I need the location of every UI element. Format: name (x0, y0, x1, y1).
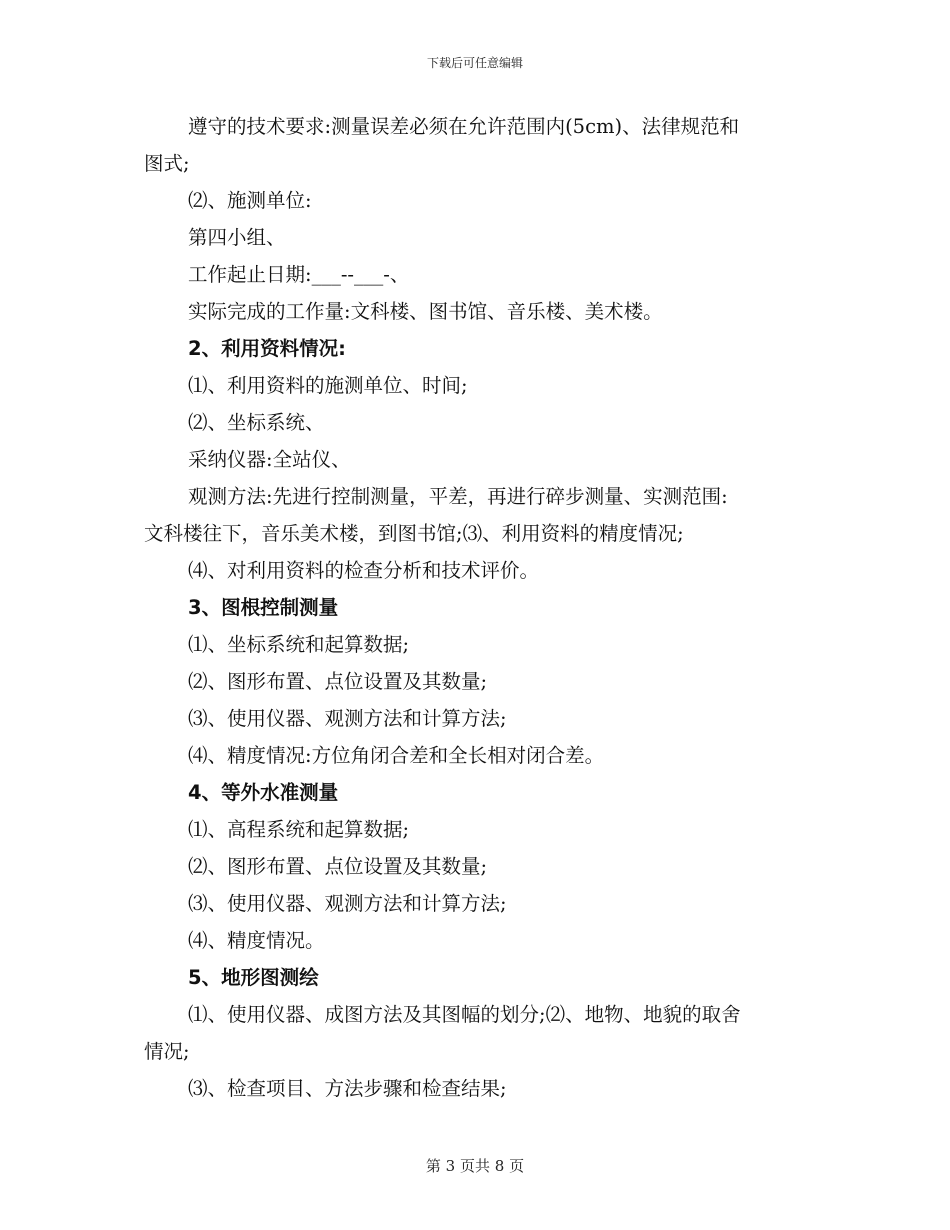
section-heading: 3、图根控制测量 (188, 596, 339, 619)
paragraph-line: ⑵、施测单位: (188, 189, 312, 212)
paragraph-line: 实际完成的工作量:文科楼、图书馆、音乐楼、美术楼。 (188, 300, 663, 323)
paragraph-line: ⑴、利用资料的施测单位、时间; (188, 374, 468, 397)
paragraph-line: ⑷、对利用资料的检查分析和技术评价。 (188, 559, 540, 582)
document-body (144, 108, 812, 1107)
paragraph-line: 第四小组、 (188, 226, 286, 249)
paragraph-line: 文科楼往下，音乐美术楼，到图书馆;⑶、利用资料的精度情况; (144, 522, 684, 545)
paragraph-line: ⑴、使用仪器、成图方法及其图幅的划分;⑵、地物、地貌的取舍 (188, 1003, 741, 1026)
page-footer: 第 3 页共 8 页 (425, 1157, 525, 1175)
section-heading: 5、地形图测绘 (188, 966, 319, 989)
paragraph-line: ⑵、坐标系统、 (188, 411, 325, 434)
paragraph-line: 工作起止日期:___--___-、 (188, 263, 410, 286)
section-heading: 4、等外水准测量 (188, 781, 339, 804)
paragraph-line: ⑷、精度情况。 (188, 929, 325, 952)
paragraph-line: ⑵、图形布置、点位设置及其数量; (188, 855, 488, 878)
section-heading: 2、利用资料情况: (188, 337, 346, 360)
paragraph-line: 采纳仪器:全站仪、 (188, 448, 351, 471)
paragraph-line: ⑶、使用仪器、观测方法和计算方法; (188, 892, 507, 915)
paragraph-line: 观测方法:先进行控制测量，平差，再进行碎步测量、实测范围: (188, 485, 728, 508)
paragraph-line: ⑴、高程系统和起算数据; (188, 818, 410, 841)
paragraph-line: 情况; (144, 1040, 190, 1063)
paragraph-line: ⑵、图形布置、点位设置及其数量; (188, 670, 488, 693)
paragraph-line: ⑷、精度情况:方位角闭合差和全长相对闭合差。 (188, 744, 605, 767)
paragraph-line: 图式; (144, 152, 190, 175)
paragraph-line: 遵守的技术要求:测量误差必须在允许范围内(5cm)、法律规范和 (188, 115, 740, 138)
paragraph-line: ⑶、检查项目、方法步骤和检查结果; (188, 1077, 507, 1100)
paragraph-line: ⑴、坐标系统和起算数据; (188, 633, 410, 656)
page-header: 下载后可任意编辑 (426, 56, 523, 70)
paragraph-line: ⑶、使用仪器、观测方法和计算方法; (188, 707, 507, 730)
